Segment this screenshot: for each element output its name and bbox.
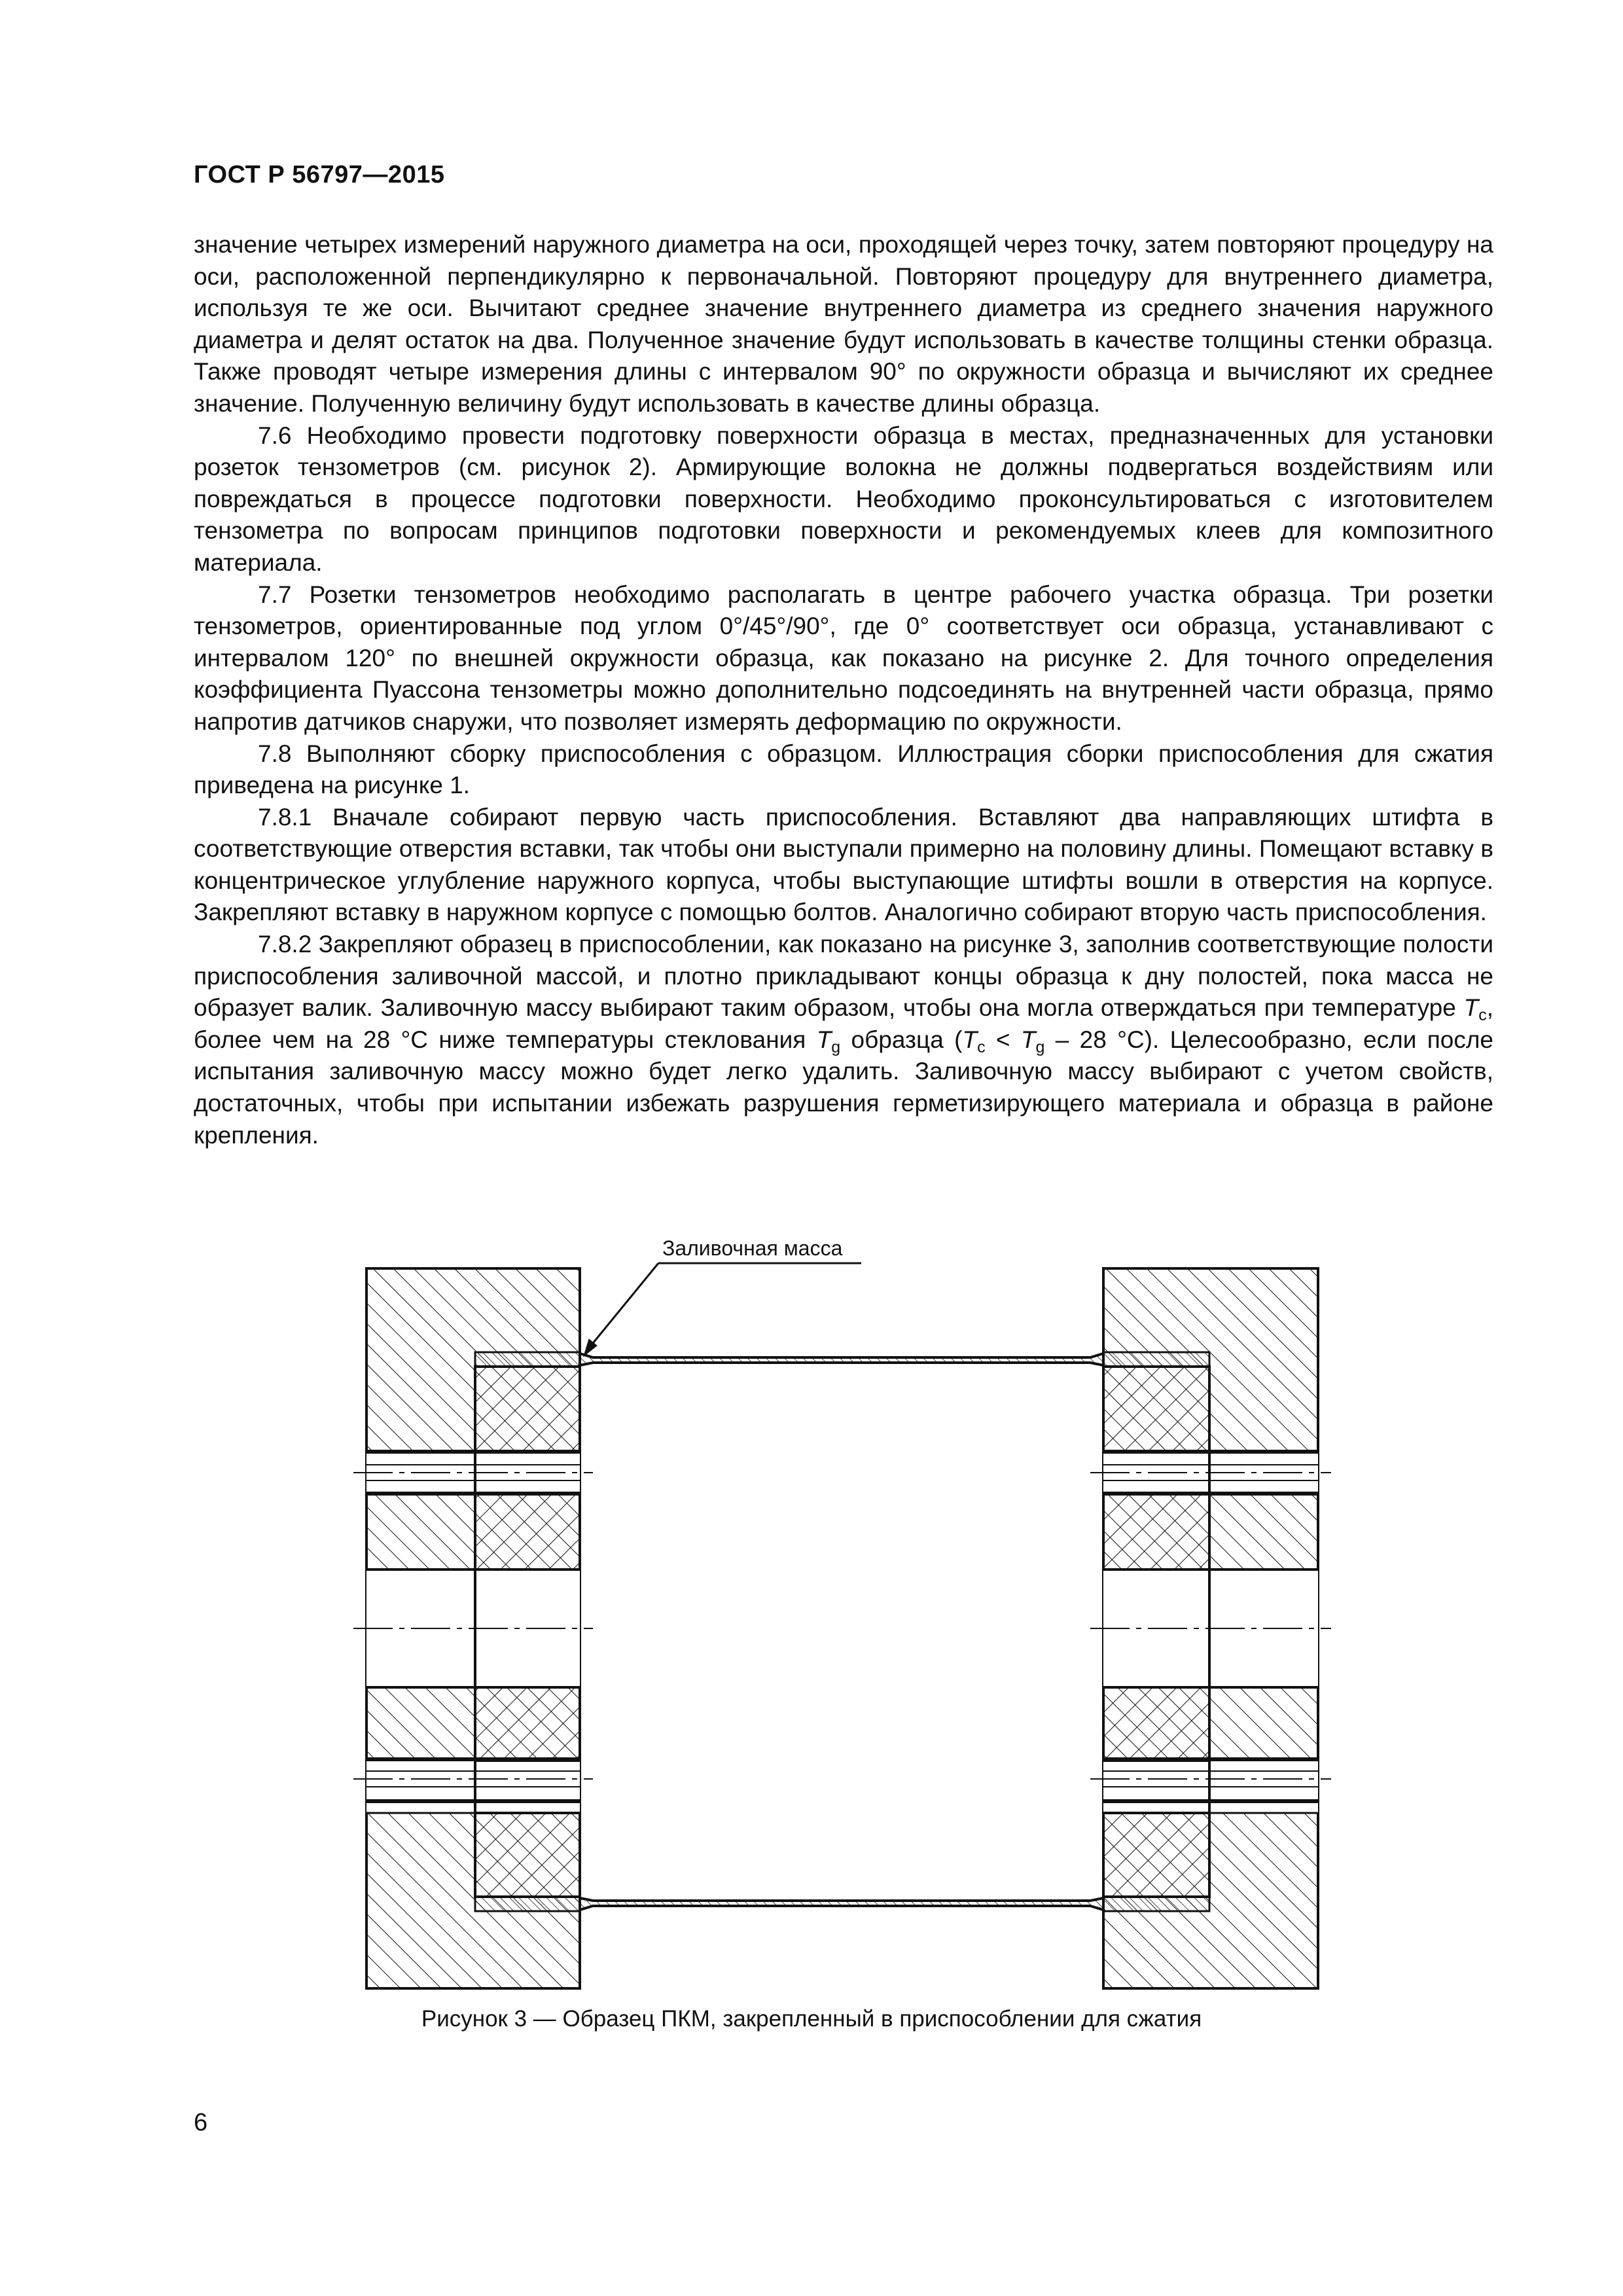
figure-caption: Рисунок 3 — Образец ПКМ, закрепленный в приспособлении для сжатия [421, 2006, 1202, 2032]
paragraph-7-8-1: 7.8.1 Вначале собирают первую часть приспособления. Вставляют два направляющих штифта в соответствующие отверстия вставки, так чтобы они выступали примерно на половину длины. Помещают вставку в концентрическое углубление наружного корпуса, чтобы выступающие штифты вошли в отверстия на корпусе. Закрепляют вставку в наружном корпусе с помощью болтов. Аналогично собирают вторую часть приспособления. [194, 803, 1493, 926]
paragraph-7-7: 7.7 Розетки тензометров необходимо располагать в центре рабочего участка образца. Три розетки тензометров, ориентированные под углом 0°/45°/90°, где 0° соответствует оси образца, устанавливают с интервалом 120° по внешней окружности образца, как показано на рисунке 2. Для точного определения коэффициента Пуассона тензометры можно дополнительно подсоединять на внутренней части образца, прямо напротив датчиков снаружи, что позволяет измерять деформацию по окружности. [194, 581, 1493, 735]
paragraph-7-6: 7.6 Необходимо провести подготовку поверхности образца в местах, предназначенных для установки розеток тензометров (см. рисунок 2). Армирующие волокна не должны подвергаться воздействиям или повреждаться в процессе подготовки поверхности. Необходимо проконсультироваться с изготовителем тензометра по вопросам принципов подготовки поверхности и рекомендуемых клеев для композитного материала. [194, 422, 1493, 576]
potting-leader [584, 1263, 861, 1356]
paragraph-continued: значение четырех измерений наружного диаметра на оси, проходящей через точку, затем повторяют процедуру на оси, расположенной перпендикулярно к первоначальной. Повторяют процедуру для внутреннего диаметра, используя те же оси. Вычитают среднее значение внутреннего диаметра из среднего значения наружного диаметра и делят остаток на два. Полученное значение будут использовать в качестве толщины стенки образца. Также проводят четыре измерения длины с интервалом 90° по окружности образца и вычисляют их среднее значение. Полученную величину будут использовать в качестве длины образца. [194, 231, 1493, 417]
page-number: 6 [194, 2109, 208, 2136]
potting-compound-label: Заливочная масса [662, 1236, 843, 1260]
document-code-header: ГОСТ Р 56797—2015 [194, 161, 445, 188]
specimen-tube [580, 1354, 1103, 1910]
paragraph-7-8-2: 7.8.2 Закрепляют образец в приспособлении, как показано на рисунке 3, заполнив соответствующие полости приспособления заливочной массой, и плотно прикладывают концы образца к дну полостей, пока масса не образует валик. Заливочную массу выбирают таким образом, чтобы она могла отверждаться при температуре $T_c$, более чем на 28 °С ниже температуры стеклования $T_g$ образца ($T_c < T_g - 28$ °С). Целесообразно, если после испытания заливочную массу можно будет легко удалить. Заливочную массу выбирают с учетом свойств, достаточных, чтобы при испытании избежать разрушения герметизирующего материала и образца в районе крепления. [194, 931, 1494, 1149]
paragraph-7-8: 7.8 Выполняют сборку приспособления с образцом. Иллюстрация сборки приспособления для сжатия приведена на рисунке 1. [194, 740, 1493, 799]
